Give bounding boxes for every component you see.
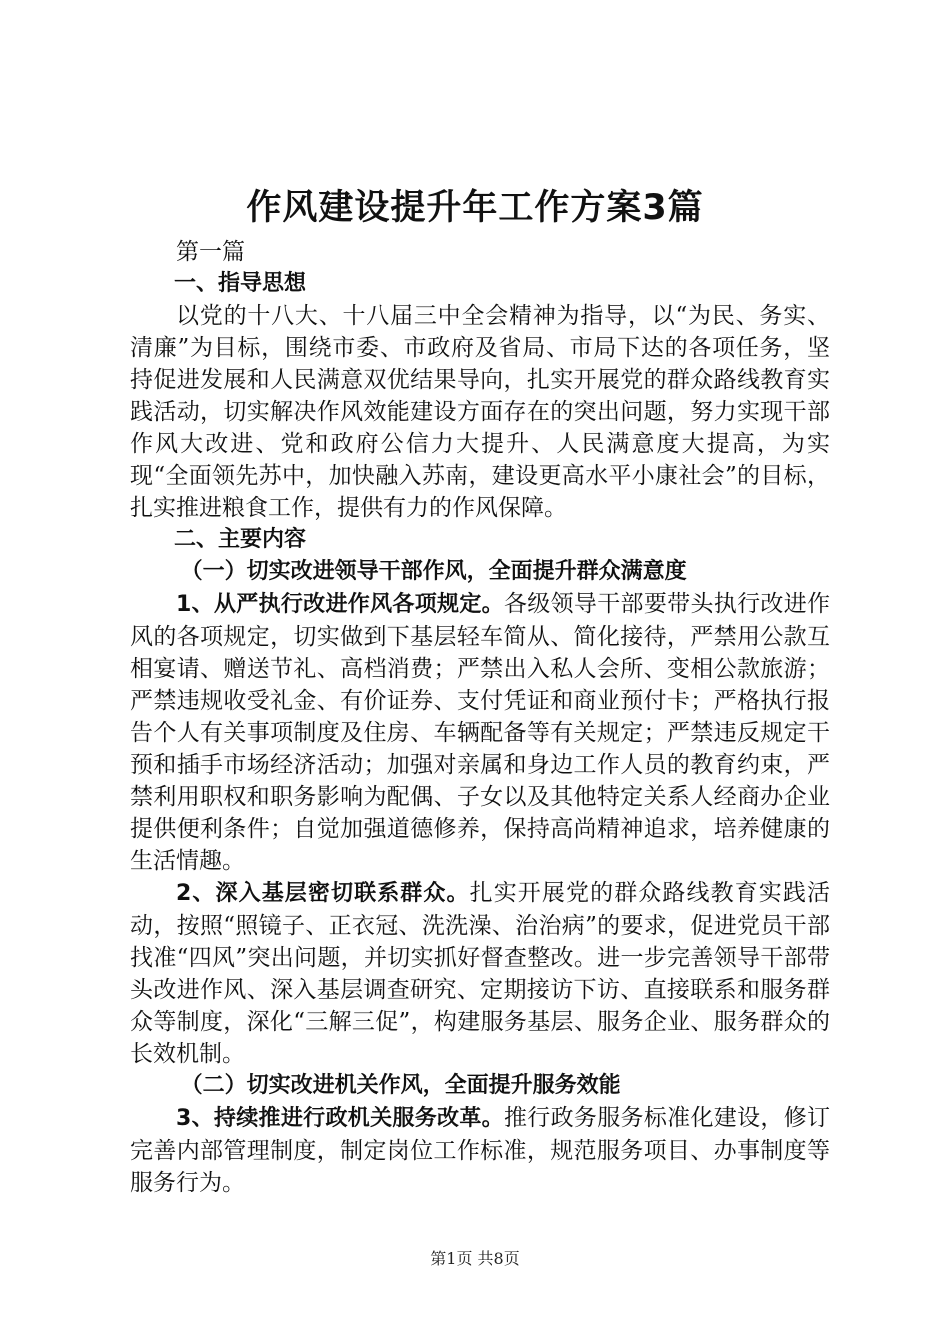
item1-paragraph [130,588,830,877]
subsection2-heading: （二）切实改进机关作风，全面提升服务效能 [180,1073,621,1098]
item2-paragraph [130,877,830,1070]
document-title: 作风建设提升年工作方案3篇 [246,188,704,228]
item3-text: 推行政务服务标准化建设，修订完善内部管理制度，制定岗位工作标准，规范服务项目、办事制度等服务行为。 [130,1105,831,1196]
document-body [130,236,830,1199]
subsection1-heading: （一）切实改进领导干部作风，全面提升群众满意度 [180,559,687,584]
section1-heading: 一、指导思想 [174,271,307,296]
item2-text: 扎实开展党的群众路线教育实践活动，按照“照镜子、正衣冠、洗洗澡、治治病”的要求，促进党员干部找准“四风”突出问题，并切实抓好督查整改。进一步完善领导干部带头改进作风、深入基层调查研究、定期接访下访、直接联系和服务群众等制度，深化“三解三促”，构建服务基层、服务企业、服务群众的长效机制。 [130,880,831,1067]
section2-heading: 二、主要内容 [174,527,307,552]
section1-paragraph: 以党的十八大、十八届三中全会精神为指导，以“为民、务实、清廉”为目标，围绕市委、市政府及省局、市局下达的各项任务，坚持促进发展和人民满意双优结果导向，扎实开展党的群众路线教育实践活动，切实解决作风效能建设方面存在的突出问题，努力实现干部作风大改进、党和政府公信力大提升、人民满意度大提高，为实现“全面领先苏中，加快融入苏南，建设更高水平小康社会”的目标，扎实推进粮食工作，提供有力的作风保障。 [130,303,830,521]
page-footer: 第1页 共8页 [430,1249,520,1268]
item1-lead: 1、从严执行改进作风各项规定。 [176,592,504,617]
item3-paragraph [130,1102,830,1199]
item3-lead: 3、持续推进行政机关服务改革。 [176,1106,504,1131]
item1-text: 各级领导干部要带头执行改进作风的各项规定，切实做到下基层轻车简从、简化接待，严禁用公款互相宴请、赠送节礼、高档消费；严禁出入私人会所、变相公款旅游；严禁违规收受礼金、有价证券、支付凭证和商业预付卡；严格执行报告个人有关事项制度及住房、车辆配备等有关规定；严禁违反规定干预和插手市场经济活动；加强对亲属和身边工作人员的教育约束，严禁利用职权和职务影响为配偶、子女以及其他特定关系人经商办企业提供便利条件；自觉加强道德修养，保持高尚精神追求，培养健康的生活情趣。 [130,591,831,874]
item2-lead: 2、深入基层密切联系群众。 [176,881,470,906]
part-label: 第一篇 [176,239,245,265]
